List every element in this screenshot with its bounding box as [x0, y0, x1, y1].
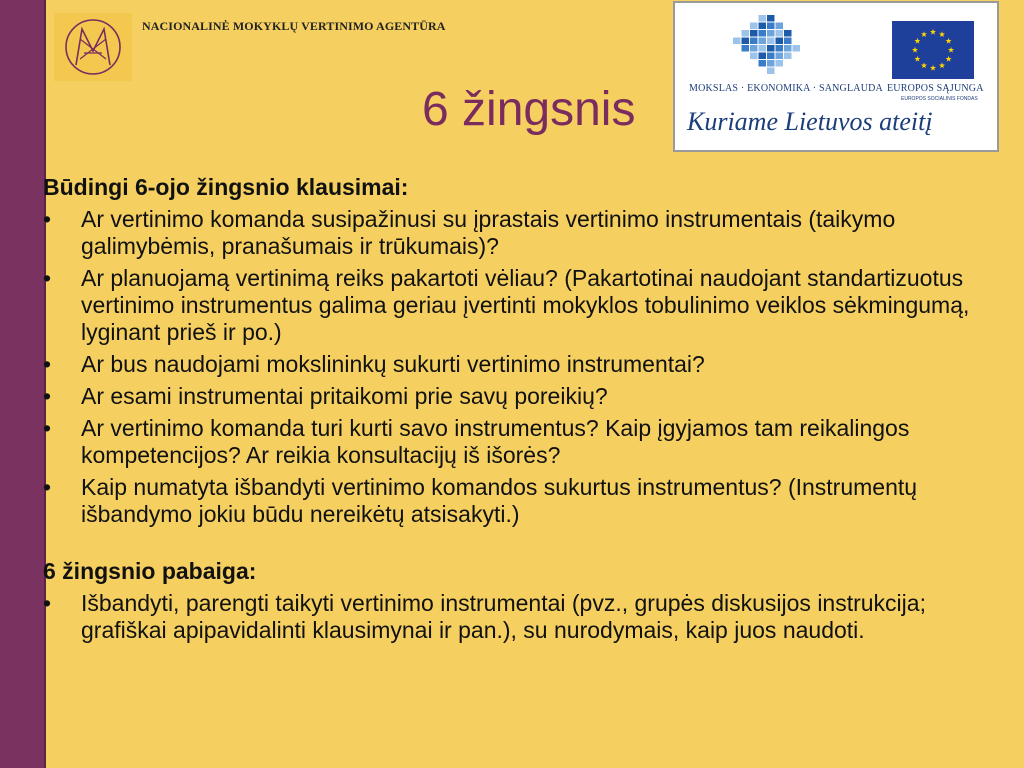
mes-logo-tile: [767, 53, 775, 60]
list-item-text: Išbandyti, parengti taikyti vertinimo instrumentai (pvz., grupės diskusijos instrukcija; grafiškai apipavidalinti klausimynai ir pan.), su nurodymais, kaip juos naudoti.: [81, 590, 926, 643]
bullet-icon: •: [43, 351, 52, 377]
bullet-icon: •: [43, 590, 52, 616]
mes-logo-tile: [776, 23, 784, 30]
mes-logo-tile: [750, 38, 758, 45]
section-heading-questions: Būdingi 6-ojo žingsnio klausimai:: [43, 174, 409, 200]
list-item: [43, 351, 983, 378]
eu-flag-icon: [892, 21, 974, 79]
list-item: [43, 206, 983, 260]
slide-title: 6 žingsnis: [422, 83, 636, 136]
mes-logo-tile: [776, 53, 784, 60]
left-accent-bar: [0, 0, 46, 768]
list-item-text: Ar bus naudojami mokslininkų sukurti vertinimo instrumentai?: [81, 351, 705, 377]
mes-logo-tile: [750, 53, 758, 60]
questions-list: [43, 206, 983, 528]
list-item: [43, 590, 983, 644]
mes-logo-tile: [742, 38, 750, 45]
mes-logo-tile: [759, 30, 767, 37]
list-item-text: Ar esami instrumentai pritaikomi prie savų poreikių?: [81, 383, 608, 409]
mes-logo-tile: [767, 15, 775, 22]
mes-logo-tile: [776, 60, 784, 67]
list-item: [43, 474, 983, 528]
mes-logo-tile: [767, 60, 775, 67]
list-item-text: Kaip numatyta išbandyti vertinimo komandos sukurtus instrumentus? (Instrumentų išbandymo jokiu būdu nereikėtų atsisakyti.): [81, 474, 918, 527]
mes-logo-tile: [759, 23, 767, 30]
section-spacer: [43, 528, 983, 558]
agency-name: NACIONALINĖ MOKYKLŲ VERTINIMO AGENTŪRA: [142, 19, 446, 33]
eu-fund-caption: EUROPOS SOCIALINIS FONDAS: [901, 96, 978, 102]
outcome-list: [43, 590, 983, 644]
mes-logo-tile: [750, 30, 758, 37]
list-item-text: Ar vertinimo komanda turi kurti savo instrumentus? Kaip įgyjamos tam reikalingos kompetencijos? Ar reikia konsultacijų iš išorės?: [81, 415, 910, 468]
section-heading-outcome: 6 žingsnio pabaiga:: [43, 558, 257, 584]
bullet-icon: •: [43, 383, 52, 409]
mes-logo-tile: [750, 23, 758, 30]
bullet-icon: •: [43, 474, 52, 500]
list-item-text: Ar vertinimo komanda susipažinusi su įprastais vertinimo instrumentais (taikymo galimybėmis, pranašumais ir trūkumais)?: [81, 206, 896, 259]
list-item: [43, 415, 983, 469]
list-item: [43, 383, 983, 410]
mes-logo-tile: [793, 45, 801, 52]
list-item: [43, 265, 983, 346]
mes-logo-tile: [733, 38, 741, 45]
mes-logo-tile: [767, 38, 775, 45]
mes-logo-tile: [759, 53, 767, 60]
mes-logo-tile: [784, 30, 792, 37]
list-item-text: Ar planuojamą vertinimą reiks pakartoti vėliau? (Pakartotinai naudojant standartizuotus vertinimo instrumentus galima geriau įvertinti mokyklos tobulinimo veiklos sėkmingumą, lyginant prieš ir po.): [81, 265, 970, 345]
mes-logo-tile: [759, 38, 767, 45]
mes-logo-tile: [767, 68, 775, 75]
mes-cube-logo-icon: [727, 13, 807, 79]
mes-logo-tile: [767, 23, 775, 30]
mes-logo-tile: [742, 45, 750, 52]
agency-logo-icon: [54, 13, 132, 81]
mes-logo-tile: [759, 45, 767, 52]
eu-funding-panel: [673, 1, 999, 152]
mes-logo-tile: [759, 15, 767, 22]
slogan: Kuriame Lietuvos ateitį: [687, 107, 933, 136]
mes-logo-tile: [767, 45, 775, 52]
eu-caption: EUROPOS SĄJUNGA: [887, 83, 984, 94]
mes-logo-tile: [776, 30, 784, 37]
mes-logo-tile: [759, 60, 767, 67]
bullet-icon: •: [43, 265, 52, 291]
mes-logo-tile: [784, 38, 792, 45]
mes-logo-tile: [784, 53, 792, 60]
bullet-icon: •: [43, 415, 52, 441]
mes-logo-tile: [784, 45, 792, 52]
mes-caption: MOKSLAS · EKONOMIKA · SANGLAUDA: [689, 83, 883, 94]
mes-logo-tile: [776, 38, 784, 45]
mes-logo-tile: [776, 45, 784, 52]
mes-logo-tile: [767, 30, 775, 37]
slide-content: [43, 174, 983, 644]
mes-logo-tile: [742, 30, 750, 37]
bullet-icon: •: [43, 206, 52, 232]
mes-logo-tile: [750, 45, 758, 52]
